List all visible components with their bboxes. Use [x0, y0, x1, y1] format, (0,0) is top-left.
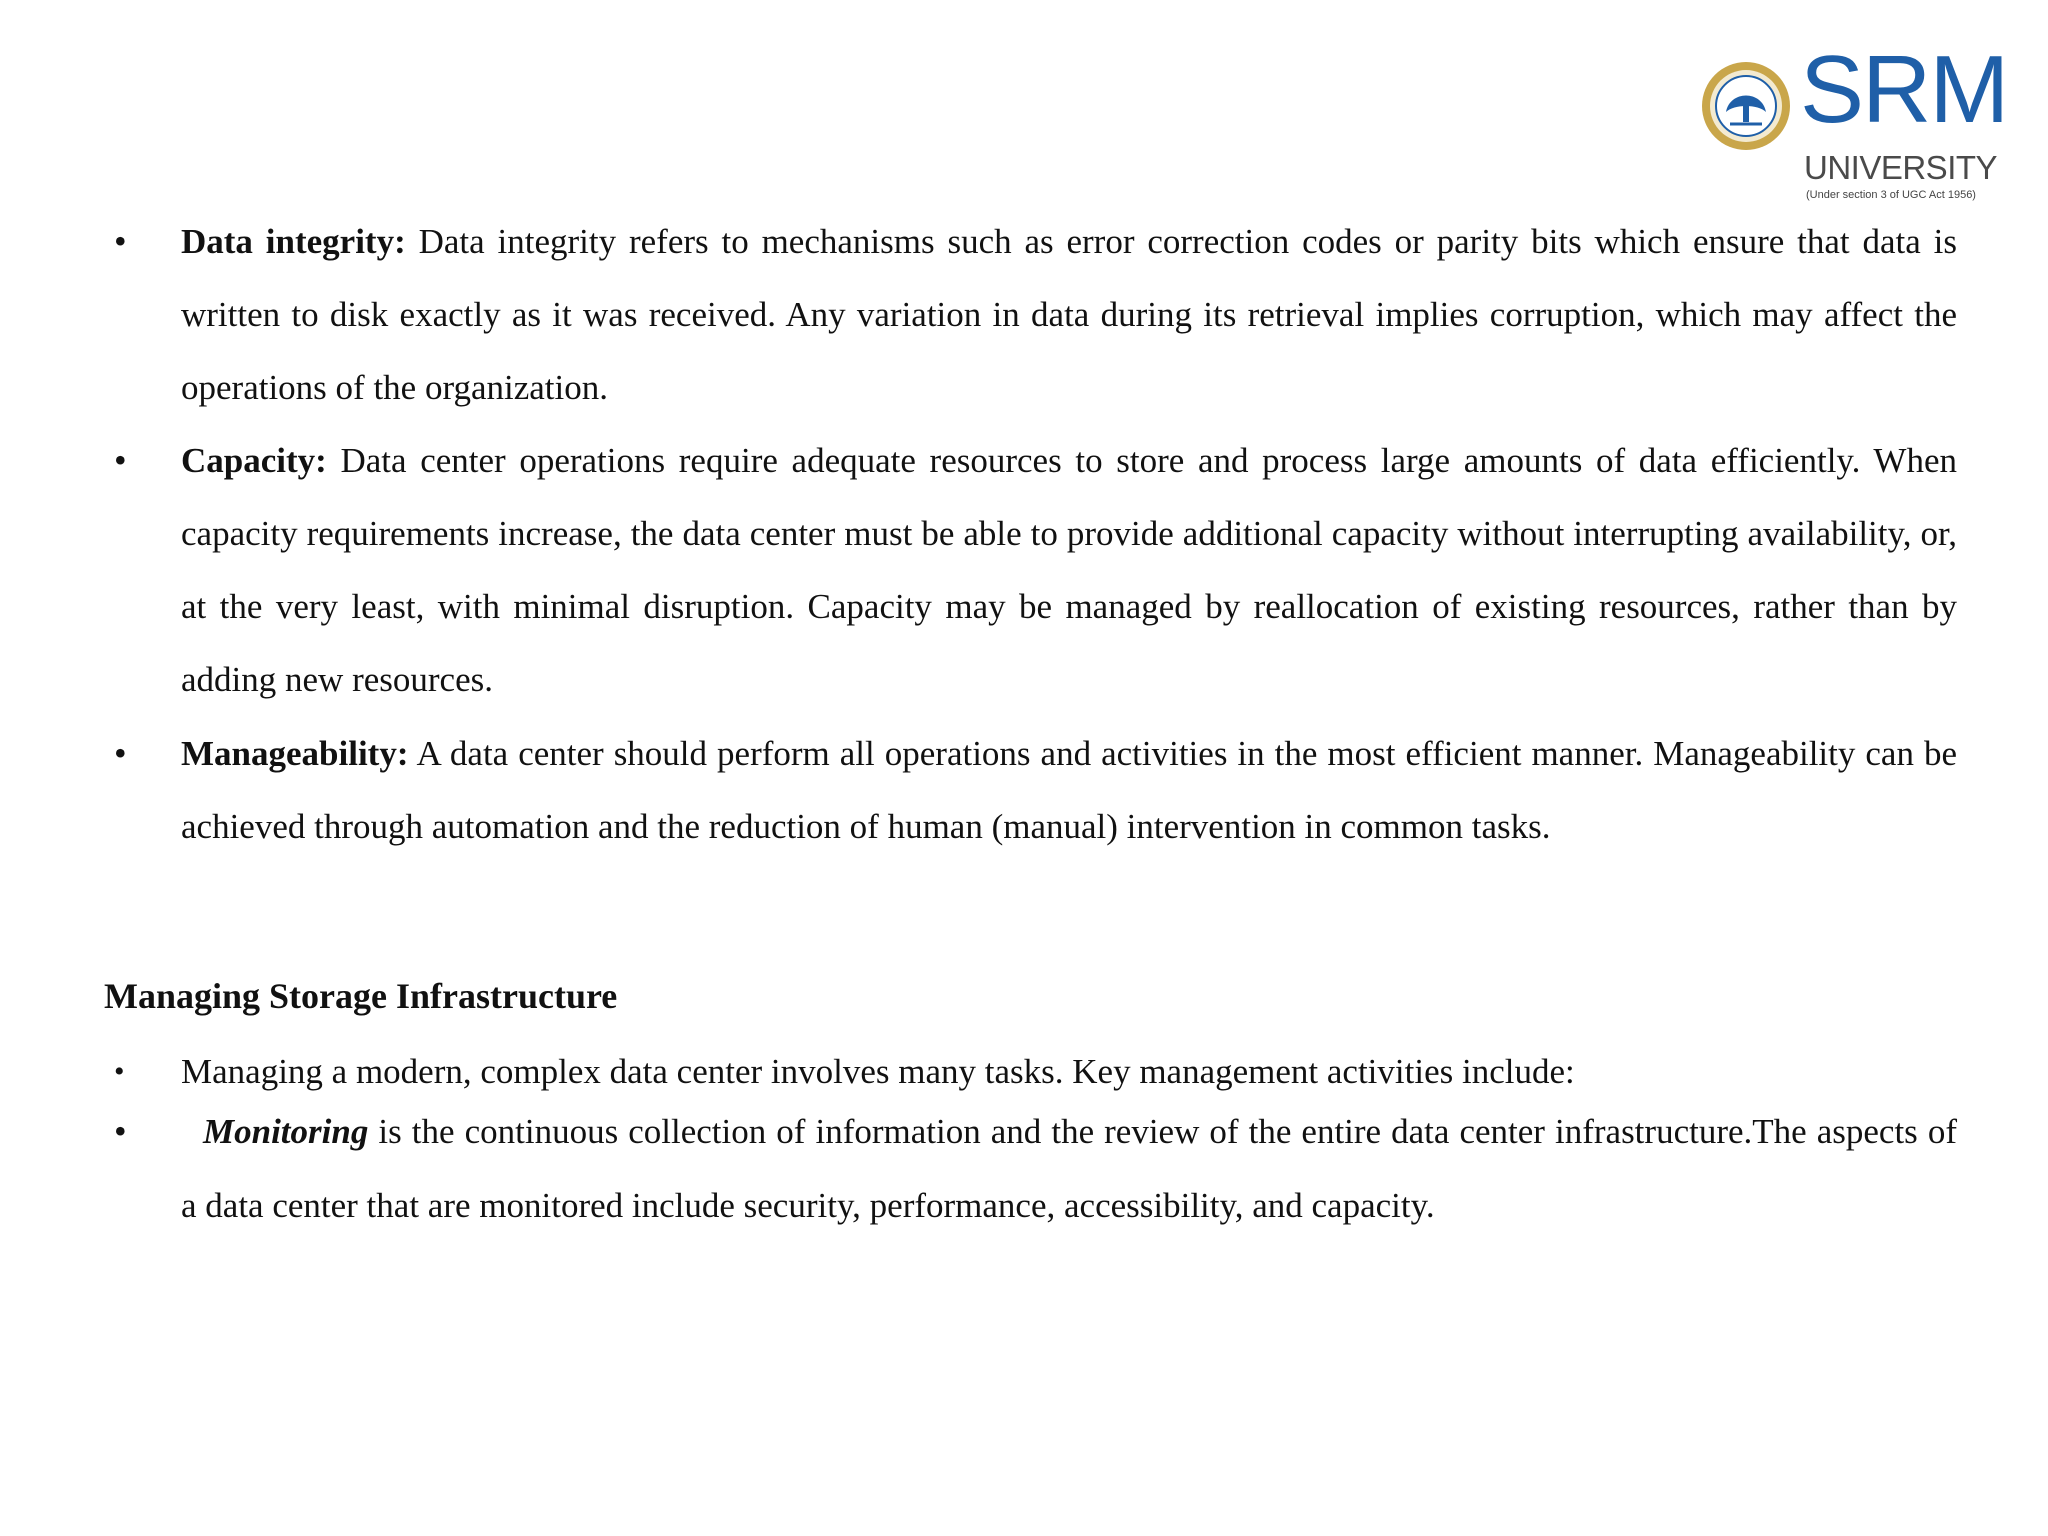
paragraph-text: A data center should perform all operations and activities in the most efficient manner. Manageability can be achieved through automation and the reduction of human (manual) intervention in common tasks. — [181, 734, 1957, 846]
logo-note: (Under section 3 of UGC Act 1956) — [1806, 189, 1976, 201]
paragraph-data-integrity — [181, 205, 1957, 424]
term-label: Monitoring — [203, 1112, 369, 1151]
paragraph-text: Data integrity refers to mechanisms such as error correction codes or parity bits which ensure that data is written to disk exactly as it was received. Any variation in data during its retrieval implies corruption, which may affect the operations of the organization. — [181, 222, 1957, 407]
bullet-icon: • — [114, 221, 127, 261]
paragraph-text: Data center operations require adequate resources to store and process large amounts of data efficiently. When capacity requirements increase, the data center must be able to provide additional capacity without interrupting availability, or, at the very least, with minimal disruption. Capacity may be managed by reallocation of existing resources, rather than by adding new resources. — [181, 441, 1957, 699]
srm-university-logo — [1700, 36, 2010, 208]
paragraph-capacity — [181, 424, 1957, 716]
paragraph-manageability — [181, 717, 1957, 863]
paragraph-text: is the continuous collection of information and the review of the entire data center infrastructure.The aspects of a data center that are monitored include security, performance, accessibility, and capacity. — [181, 1112, 1957, 1225]
university-seal-icon — [1700, 60, 1792, 152]
logo-wordmark: SRM — [1800, 36, 2008, 143]
term-label: Capacity: — [181, 441, 327, 480]
bullet-icon: • — [114, 440, 127, 480]
bullet-icon: • — [114, 733, 127, 773]
bullet-icon: • — [114, 1111, 127, 1151]
bullet-icon: • — [114, 1055, 125, 1088]
paragraph-text: Managing a modern, complex data center involves many tasks. Key management activities include: — [181, 1052, 1575, 1091]
section-heading: Managing Storage Infrastructure — [104, 976, 618, 1016]
term-label: Data integrity: — [181, 222, 406, 261]
term-label: Manageability: — [181, 734, 409, 773]
paragraph-monitoring — [181, 1095, 1957, 1243]
logo-subtitle: UNIVERSITY — [1804, 149, 1998, 186]
